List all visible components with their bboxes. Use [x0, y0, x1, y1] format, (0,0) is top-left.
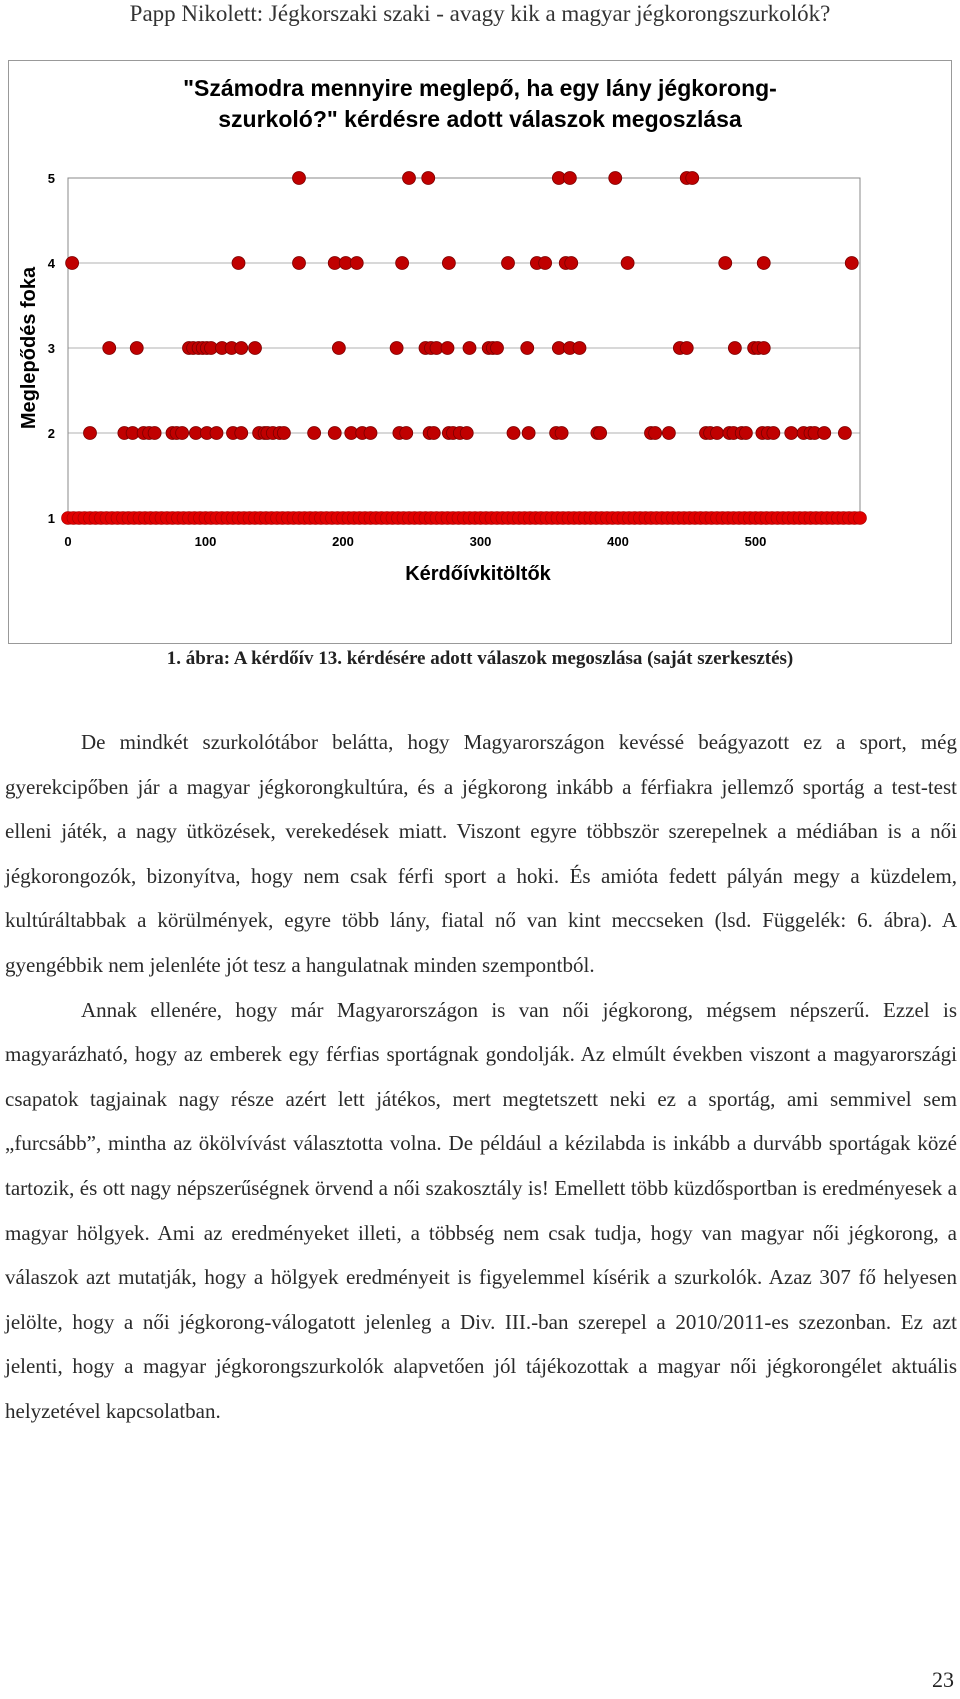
data-point: [277, 427, 290, 440]
data-point: [176, 427, 189, 440]
data-point: [148, 427, 161, 440]
data-point: [390, 342, 403, 355]
data-point: [686, 172, 699, 185]
y-tick-label: 1: [47, 511, 55, 526]
data-point: [845, 257, 858, 270]
x-tick-label: 300: [469, 534, 492, 549]
data-point: [680, 342, 693, 355]
paragraph: De mindkét szurkolótábor belátta, hogy Magyarországon kevéssé beágyazott ez a sport, még gyerekcipőben jár a magyar jégkorongkultúra, és a jégkorong inkább a férfiakra jellemző sportág a test-test elleni játék, a nagy ütközések, verekedések miatt. Viszont egyre többször szerepelnek a médiában is a női jégkorongozók, bizonyítva, hogy nem csak férfi sport a hoki. És amióta fedett pályán megy a küzdelem, kultúráltabbak a körülmények, egyre több lány, fiatal nő van kint meccseken (lsd. Függelék: 6. ábra). A gyengébbik nem jelenléte jót tesz a hangulatnak minden szempontból.: [5, 730, 957, 977]
data-point: [210, 427, 223, 440]
data-point: [491, 342, 504, 355]
data-point: [609, 172, 622, 185]
y-tick-label: 2: [47, 426, 55, 441]
data-point: [818, 427, 831, 440]
data-point: [573, 342, 586, 355]
data-point: [66, 257, 79, 270]
data-point: [84, 427, 97, 440]
data-point: [739, 427, 752, 440]
figure-chart: [8, 60, 952, 644]
paragraph: Annak ellenére, hogy már Magyarországon is van női jégkorong, mégsem népszerű. Ezzel is magyarázható, hogy az emberek egy férfias sportágnak gondolják. Az elmúlt években viszont a magyarországi csapatok tagjainak nagy része azért lett játékos, mert megtetszett neki ez a sportág, ami semmivel sem „furcsább”, mintha az ökölvívást választotta volna. De például a kézilabda is inkább a durvább sportágak közé tartozik, és ott nagy népszerűségnek örvend a női szakosztály is! Emellett több küzdősportban is eredményesek a magyar hölgyek. Ami az eredményeket illeti, a többség nem csak tudja, hogy van magyar női jégkorong, a válaszok azt mutatják, hogy a hölgyek eredményeit is figyelemmel kísérik a szurkolók. Azaz 307 fő helyesen jelölte, hogy a női jégkorong-válogatott jelenleg a Div. III.-ban szerepel a 2010/2011-es szezonban. Ez azt jelenti, hogy a magyar jégkorongszurkolók alapvetően jól tájékozottak a magyar női jégkorongélet aktuális helyzetével kapcsolatban.: [5, 997, 957, 1423]
y-tick-label: 4: [47, 256, 55, 271]
x-tick-label: 200: [332, 534, 354, 549]
chart-border: [9, 61, 952, 644]
data-point: [649, 427, 662, 440]
scatter-chart: [8, 60, 952, 644]
data-point: [563, 172, 576, 185]
data-point: [308, 427, 321, 440]
data-point: [757, 257, 770, 270]
body-text: [5, 720, 957, 1434]
data-point: [232, 257, 245, 270]
data-point: [522, 427, 535, 440]
data-point: [785, 427, 798, 440]
data-point: [235, 342, 248, 355]
data-point: [396, 257, 409, 270]
data-point: [422, 172, 435, 185]
data-point: [442, 257, 455, 270]
chart-title: "Számodra mennyire meglepő, ha egy lány jégkorong-: [183, 75, 777, 101]
y-axis-label: Meglepődés foka: [18, 266, 40, 430]
data-point: [767, 427, 780, 440]
data-point: [350, 257, 363, 270]
data-point: [293, 172, 306, 185]
x-tick-label: 0: [64, 534, 72, 549]
data-point: [555, 427, 568, 440]
data-point: [594, 427, 607, 440]
data-point: [332, 342, 345, 355]
data-point: [757, 342, 770, 355]
data-point: [460, 427, 473, 440]
data-point: [463, 342, 476, 355]
data-point: [427, 427, 440, 440]
data-point: [130, 342, 143, 355]
data-point: [728, 342, 741, 355]
data-point: [364, 427, 377, 440]
x-tick-label: 400: [607, 534, 629, 549]
y-tick-label: 3: [47, 341, 55, 356]
x-axis-label: Kérdőívkitöltők: [405, 563, 551, 585]
data-point: [400, 427, 413, 440]
data-point: [507, 427, 520, 440]
chart-title: szurkoló?" kérdésre adott válaszok megoszlása: [218, 106, 742, 132]
data-point: [711, 427, 724, 440]
data-point: [838, 427, 851, 440]
data-point: [293, 257, 306, 270]
data-point: [235, 427, 248, 440]
data-point: [565, 257, 578, 270]
data-point: [103, 342, 116, 355]
data-point: [854, 512, 867, 525]
data-point: [441, 342, 454, 355]
data-point: [502, 257, 515, 270]
running-header: Papp Nikolett: Jégkorszaki szaki - avagy kik a magyar jégkorongszurkolók?: [129, 1, 831, 26]
data-point: [521, 342, 534, 355]
page-number: 23: [932, 1667, 954, 1692]
data-point: [403, 172, 416, 185]
x-tick-label: 500: [744, 534, 767, 549]
data-point: [249, 342, 262, 355]
data-point: [328, 427, 341, 440]
figure-caption: 1. ábra: A kérdőív 13. kérdésére adott válaszok megoszlása (saját szerkesztés): [166, 648, 794, 669]
data-point: [719, 257, 732, 270]
y-tick-label: 5: [47, 171, 55, 186]
x-tick-label: 100: [194, 534, 217, 549]
data-point: [662, 427, 675, 440]
data-point: [621, 257, 634, 270]
data-point: [539, 257, 552, 270]
